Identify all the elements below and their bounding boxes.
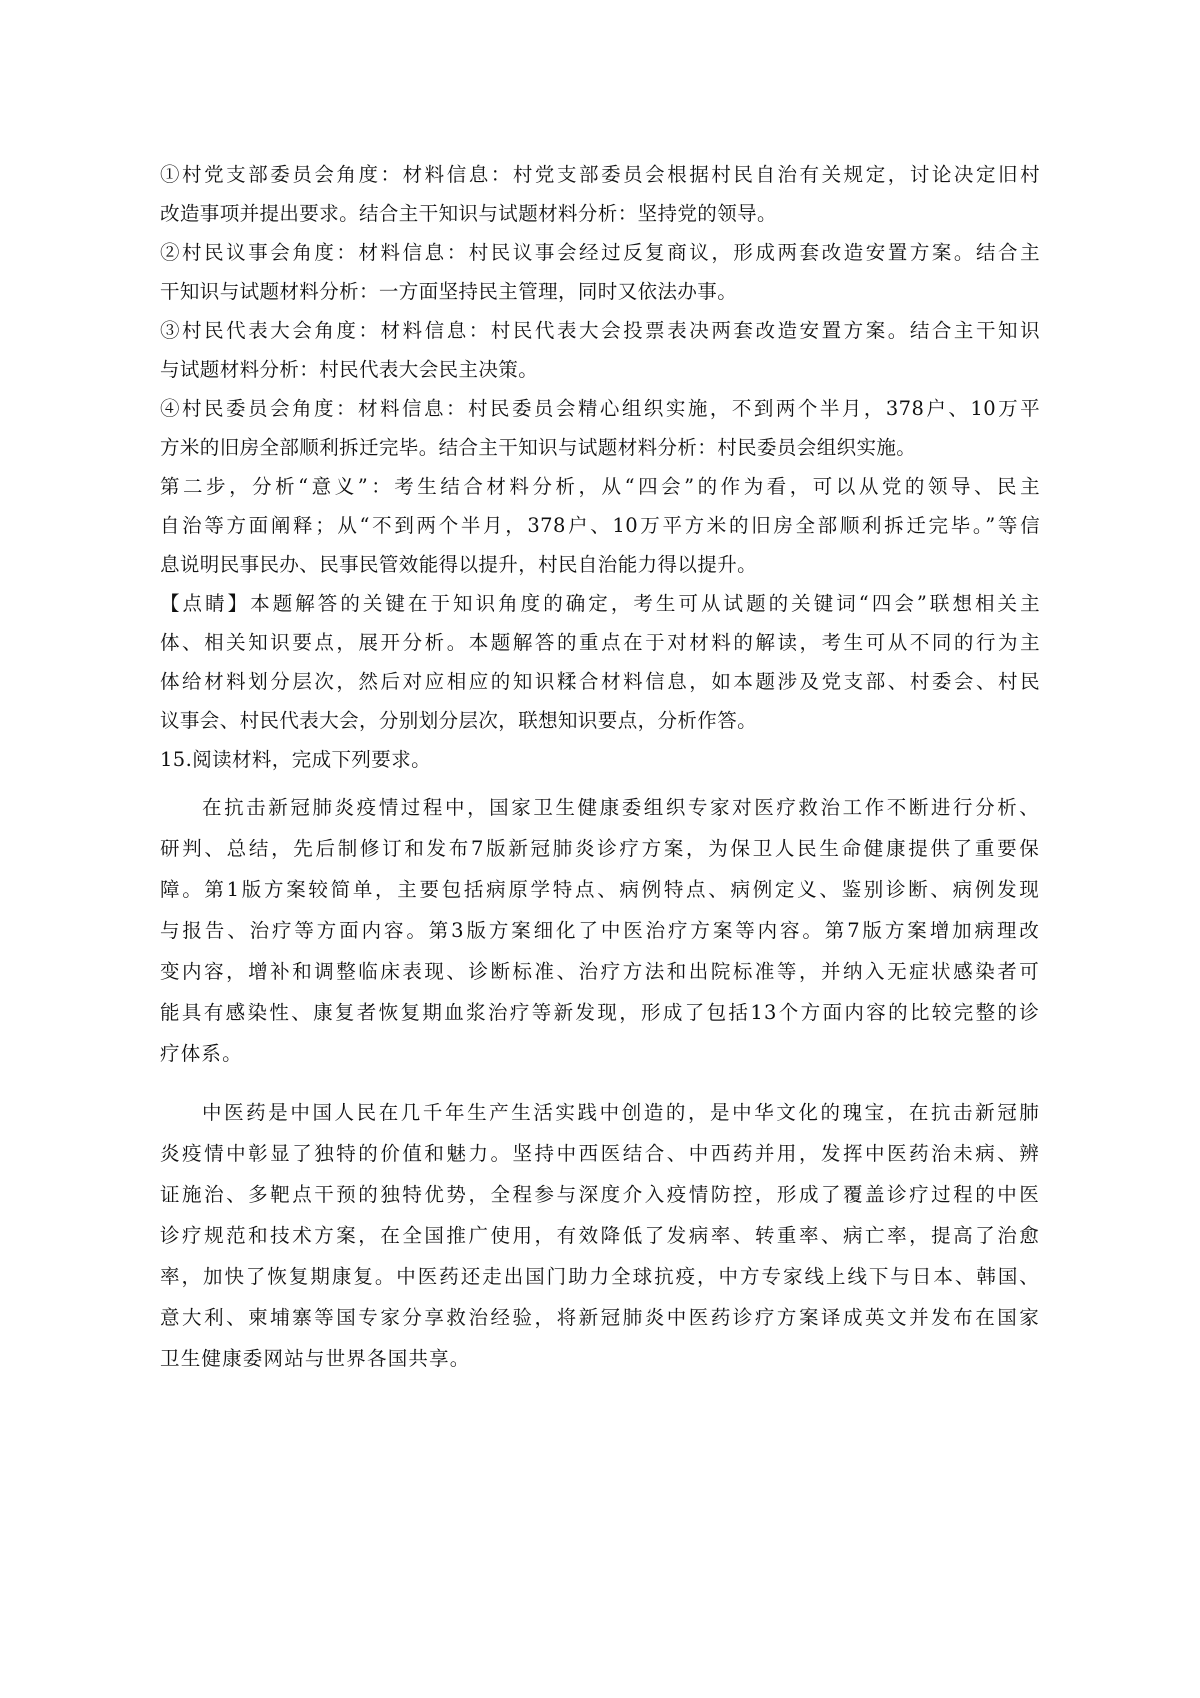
analysis-line: ③村民代表大会角度：材料信息：村民代表大会投票表决两套改造安置方案。结合主干知识 [160,319,1040,342]
passage-line: 疗体系。 [160,1042,243,1065]
tip-section [160,584,1040,740]
question-heading: 15.阅读材料，完成下列要求。 [160,748,432,771]
analysis-line: ④村民委员会角度：材料信息：村民委员会精心组织实施，不到两个半月，378户、10万平 [160,397,1040,420]
material-passage-1 [160,787,1040,1074]
analysis-line: 息说明民事民办、民事民管效能得以提升，村民自治能力得以提升。 [160,553,758,576]
passage-line: 与报告、治疗等方面内容。第3版方案细化了中医治疗方案等内容。第7版方案增加病理改 [160,919,1040,942]
passage-line: 证施治、多靶点干预的独特优势，全程参与深度介入疫情防控，形成了覆盖诊疗过程的中医 [160,1183,1040,1206]
tip-line: 议事会、村民代表大会，分别划分层次，联想知识要点，分析作答。 [160,709,758,732]
analysis-section [160,155,1040,584]
passage-line: 中医药是中国人民在几千年生产生活实践中创造的，是中华文化的瑰宝，在抗击新冠肺 [202,1101,1040,1124]
analysis-line: ①村党支部委员会角度：材料信息：村党支部委员会根据村民自治有关规定，讨论决定旧村 [160,163,1040,186]
passage-line: 变内容，增补和调整临床表现、诊断标准、治疗方法和出院标准等，并纳入无症状感染者可 [160,960,1040,983]
analysis-line: 与试题材料分析：村民代表大会民主决策。 [160,358,539,381]
page-content [160,155,1040,1379]
passage-line: 研判、总结，先后制修订和发布7版新冠肺炎诊疗方案，为保卫人民生命健康提供了重要保 [160,837,1040,860]
passage-line: 在抗击新冠肺炎疫情过程中，国家卫生健康委组织专家对医疗救治工作不断进行分析、 [202,796,1040,819]
passage-line: 卫生健康委网站与世界各国共享。 [160,1347,471,1370]
passage-line: 障。第1版方案较简单，主要包括病原学特点、病例特点、病例定义、鉴别诊断、病例发现 [160,878,1040,901]
tip-line: 【点睛】本题解答的关键在于知识角度的确定，考生可从试题的关键词“四会”联想相关主 [160,592,1040,615]
tip-line: 体、相关知识要点，展开分析。本题解答的重点在于对材料的解读，考生可从不同的行为主 [160,631,1040,654]
passage-line: 率，加快了恢复期康复。中医药还走出国门助力全球抗疫，中方专家线上线下与日本、韩国、 [160,1265,1040,1288]
analysis-line: 方米的旧房全部顺利拆迁完毕。结合主干知识与试题材料分析：村民委员会组织实施。 [160,436,917,459]
analysis-line: ②村民议事会角度：材料信息：村民议事会经过反复商议，形成两套改造安置方案。结合主 [160,241,1040,264]
passage-line: 炎疫情中彰显了独特的价值和魅力。坚持中西医结合、中西药并用，发挥中医药治未病、辨 [160,1142,1040,1165]
tip-line: 体给材料划分层次，然后对应相应的知识糅合材料信息，如本题涉及党支部、村委会、村民 [160,670,1040,693]
analysis-line: 改造事项并提出要求。结合主干知识与试题材料分析：坚持党的领导。 [160,202,777,225]
analysis-line: 第二步，分析“意义”：考生结合材料分析，从“四会”的作为看，可以从党的领导、民主 [160,475,1040,498]
analysis-line: 干知识与试题材料分析：一方面坚持民主管理，同时又依法办事。 [160,280,738,303]
material-passage-2 [160,1092,1040,1379]
passage-line: 诊疗规范和技术方案，在全国推广使用，有效降低了发病率、转重率、病亡率，提高了治愈 [160,1224,1040,1247]
analysis-line: 自治等方面阐释；从“不到两个半月，378户、10万平方米的旧房全部顺利拆迁完毕。”等信 [160,514,1040,537]
passage-line: 能具有感染性、康复者恢复期血浆治疗等新发现，形成了包括13个方面内容的比较完整的诊 [160,1001,1040,1024]
passage-line: 意大利、柬埔寨等国专家分享救治经验，将新冠肺炎中医药诊疗方案译成英文并发布在国家 [160,1306,1040,1329]
